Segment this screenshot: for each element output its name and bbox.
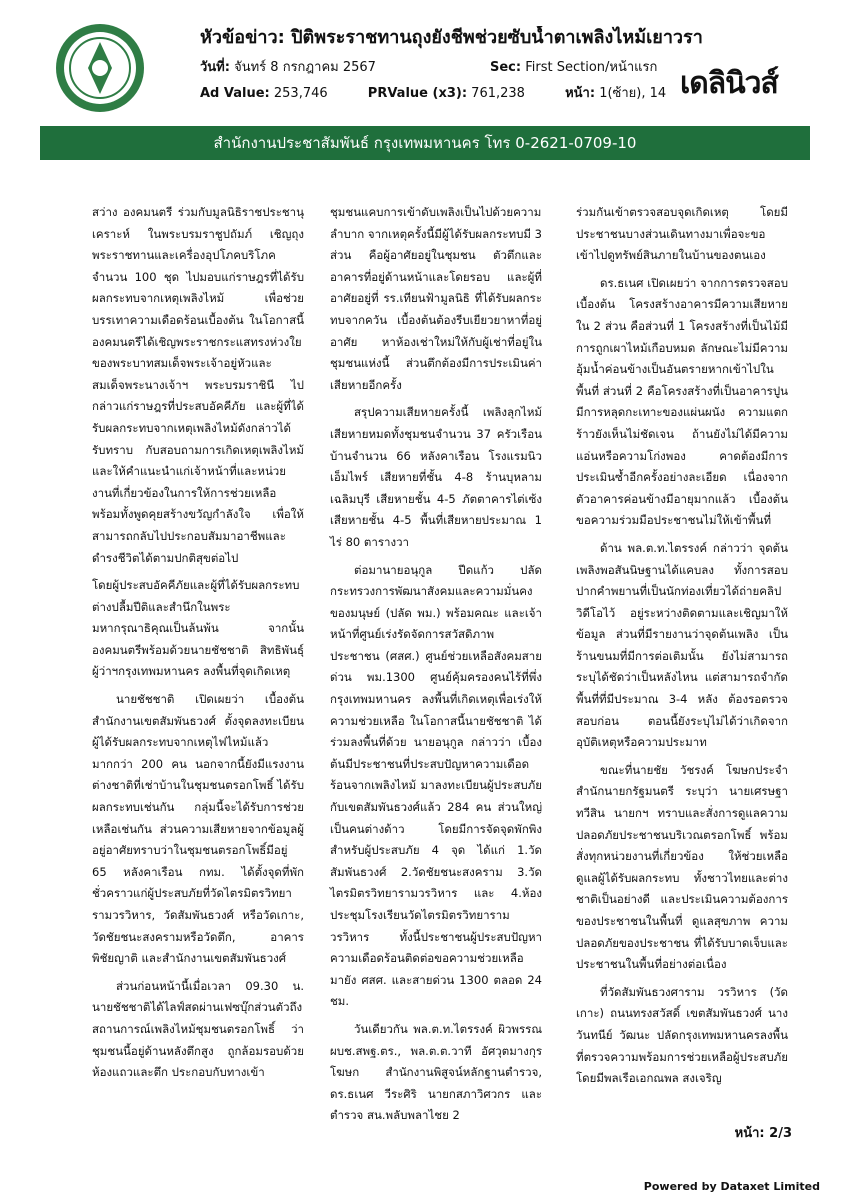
date-label: วันที่: xyxy=(200,60,230,75)
headline xyxy=(200,26,720,50)
article-column-1 xyxy=(92,202,304,1090)
paragraph: ชุมชนแคบการเข้าดับเพลิงเป็นไปด้วยความลำบาก จากเหตุครั้งนี้มีผู้ได้รับผลกระทบมี 3 ส่วน คือผู้อาศัยอยู่ในชุมชน ตัวตึกและอาคารที่อยู่ด้านหน้าและโดยรอบ และผู้ที่อาศัยอยู่ที่ รร.เทียนฟ้ามูลนิธิ ที่ได้รับผลกระทบจากควัน เบื้องต้นต้องรีบเยียวยาหาที่อยู่อาศัย หาห้องเช่าใหม่ให้กับผู้เช่าที่อยู่ในชุมชนแห่งนี้ ส่วนตึกต้องมีการประเมินค่าเสียหายอีกครั้ง xyxy=(330,205,542,392)
document-header xyxy=(40,16,810,124)
section-info xyxy=(490,58,657,78)
paragraph: นายชัชชาติ เปิดเผยว่า เบื้องต้นสำนักงานเขตสัมพันธวงศ์ ตั้งจุดลงทะเบียนผู้ได้รับผลกระทบจากเหตุไฟไหม้แล้วมากกว่า 200 คน นอกจากนี้ยังมีแรงงานต่างชาติที่เช่าบ้านในชุมชนตรอกโพธิ์ ได้รับผลกระทบเช่นกัน กลุ่มนี้จะได้รับการช่วยเหลือเช่นกัน ส่วนความเสียหายจากข้อมูลผู้อยู่อาศัยทราบว่าในชุมชนตรอกโพธิ์มีอยู่ 65 หลังคาเรือน กทม. ได้ตั้งจุดที่พักชั่วคราวแก่ผู้ประสบภัยที่วัดไตรมิตรวิทยารามวรวิหาร, วัดสัมพันธวงศ์ หรือวัดเกาะ, วัดชัยชนะสงครามหรือวัดตึก, อาคารพิชัยญาติ และสำนักงานเขตสัมพันธวงศ์ xyxy=(92,692,304,966)
paragraph: สรุปความเสียหายครั้งนี้ เพลิงลุกไหม้เสียหายหมดทั้งชุมชนจำนวน 37 ครัวเรือน บ้านจำนวน 66 หลังคาเรือน โรงแรมนิวเอ็มไพร์ เสียหายที่ชั้น 4-8 ร้านบุหลามเฉลิมบุรี เสียหายชั้น 4-5 ภัตตาคารไต่เซ้งเสียหายชั้น 4-5 พื้นที่เสียหายประมาณ 1 ไร่ 80 ตารางวา xyxy=(330,405,542,549)
date-value: จันทร์ 8 กรกฎาคม 2567 xyxy=(234,60,376,75)
paragraph: ด้าน พล.ต.ท.ไตรรงค์ กล่าวว่า จุดต้นเพลิงพอสันนิษฐานได้แคบลง ทั้งการสอบปากคำพยานที่เป็นนักท่องเที่ยวได้ถ่ายคลิปวิดีโอไว้ อยู่ระหว่างติดตามและเชิญมาให้ข้อมูล ส่วนที่มีรายงานว่าจุดต้นเพลิง เป็นร้านขนมที่มีการต่อเติมนั้น ยังไม่สามารถระบุได้ชัดว่าเป็นหลังไหน แต่สามารถจำกัดพื้นที่ที่มีประมาณ 3-4 หลัง ต้องรอตรวจสอบก่อน ตอนนี้ยังระบุไม่ได้ว่าเกิดจากอุบัติเหตุหรือความประมาท xyxy=(576,540,788,750)
page-counter: หน้า: 2/3 xyxy=(734,1126,792,1141)
paragraph: ขณะที่นายชัย วัชรงค์ โฆษกประจำสำนักนายกรัฐมนตรี ระบุว่า นายเศรษฐา ทวีสิน นายกฯ ทราบและสั่งการดูแลความปลอดภัยประชาชนบริเวณตรอกโพธิ์ พร้อมสั่งทุกหน่วยงานที่เกี่ยวข้อง ให้ช่วยเหลือดูแลผู้ได้รับผลกระทบ ทั้งชาวไทยและต่างชาติเป็นอย่างดี และประเมินความต้องการของประชาชนในพื้นที่ ดูแลสุขภาพ ความปลอดภัยของประชาชน ที่ได้รับบาดเจ็บและประชาชนในพื้นที่อย่างต่อเนื่อง xyxy=(576,762,788,972)
paragraph: ร่วมกันเข้าตรวจสอบจุดเกิดเหตุ โดยมีประชาชนบางส่วนเดินทางมาเพื่อจะขอเข้าไปดูทรัพย์สินภายในบ้านของตนเอง xyxy=(576,205,788,263)
value-row xyxy=(200,84,720,104)
paragraph: โดยผู้ประสบอัคคีภัยและผู้ที่ได้รับผลกระทบ ต่างปลื้มปีติและสำนึกในพระมหากรุณาธิคุณเป็นล้นพ้น จากนั้นองคมนตรีพร้อมด้วยนายชัชชาติ สิทธิพันธุ์ ผู้ว่าฯกรุงเทพมหานคร ลงพื้นที่จุดเกิดเหตุ xyxy=(92,578,304,679)
paragraph: ส่วนก่อนหน้านี้เมื่อเวลา 09.30 น. นายชัชชาติได้ไลฟ์สดผ่านเฟซบุ๊กส่วนตัวถึงสถานการณ์เพลิงไหม้ชุมชนตรอกโพธิ์ ว่าชุมชนนี้อยู่ด้านหลังตึกสูง ถูกล้อมรอบด้วยห้องแถวและตึก ประกอบกับทางเข้า xyxy=(92,978,304,1080)
page-value: 1(ซ้าย), 14 xyxy=(599,86,667,101)
office-contact-band: สำนักงานประชาสัมพันธ์ กรุงเทพมหานคร โทร 0-2621-0709-10 xyxy=(40,126,810,160)
bma-seal-icon xyxy=(54,22,146,114)
headline-label: หัวข้อข่าว: xyxy=(200,27,285,48)
paragraph: วันเดียวกัน พล.ต.ท.ไตรรงค์ ผิวพรรณ ผบช.สพฐ.ตร., พล.ต.ต.วาที อัศวุตมางกุร โฆษก สำนักงานพิสูจน์หลักฐานตำรวจ, ดร.ธเนศ วีระศิริ นายกสภาวิศวกร และตำรวจ สน.พลับพลาไชย 2 xyxy=(330,1021,542,1123)
section-label: Sec: xyxy=(490,60,522,75)
paragraph: ต่อมานายอนุกูล ปีดแก้ว ปลัดกระทรวงการพัฒนาสังคมและความมั่นคงของมนุษย์ (ปลัด พม.) พร้อมคณะ และเจ้าหน้าที่ศูนย์เร่งรัดจัดการสวัสดิภาพประชาชน (ศสศ.) ศูนย์ช่วยเหลือสังคมสายด่วน พม.1300 ศูนย์คุ้มครองคนไร้ที่พึ่งกรุงเทพมหานคร ลงพื้นที่เกิดเหตุเพื่อเร่งให้ความช่วยเหลือ ในโอกาสนี้นายชัชชาติ ได้ร่วมลงพื้นที่ด้วย นายอนุกูล กล่าวว่า เบื้องต้นมีประชาชนที่ประสบปัญหาความเดือดร้อนจากเพลิงไหม้ มาลงทะเบียนผู้ประสบภัยกับเขตสัมพันธวงศ์แล้ว 284 คน ส่วนใหญ่เป็นคนต่างด้าว โดยมีการจัดจุดพักพิงสำหรับผู้ประสบภัย 4 จุด ได้แก่ 1.วัดสัมพันธวงศ์ 2.วัดชัยชนะสงคราม 3.วัดไตรมิตรวิทยารามวรวิหาร และ 4.ห้องประชุมโรงเรียนวัดไตรมิตรวิทยารามวรวิหาร ทั้งนี้ประชาชนผู้ประสบปัญหาความเดือดร้อนติดต่อขอความช่วยเหลือมายัง ศสศ. และสายด่วน 1300 ตลอด 24 ชม. xyxy=(330,562,542,1009)
date-row xyxy=(200,58,720,78)
article-column-2 xyxy=(330,202,542,1133)
publication-brand: เดลินิวส์ xyxy=(680,66,778,101)
header-text-block xyxy=(200,26,720,104)
paragraph: สว่าง องคมนตรี ร่วมกับมูลนิธิราชประชานุเคราะห์ ในพระบรมราชูปถัมภ์ เชิญถุงพระราชทานและเครื่องอุปโภคบริโภค จำนวน 100 ชุด ไปมอบแก่ราษฎรที่ได้รับผลกระทบจากเหตุเพลิงไหม้ เพื่อช่วยบรรเทาความเดือดร้อนเบื้องต้น ในโอกาสนี้องคมนตรีได้เชิญพระราชกระแสทรงห่วงใยของพระบาทสมเด็จพระเจ้าอยู่หัวและสมเด็จพระนางเจ้าฯ พระบรมราชินี ไปกล่าวแก่ราษฎรที่ประสบอัคคีภัย และผู้ที่ได้รับผลกระทบจากเหตุเพลิงไหม้ดังกล่าวได้รับทราบ กับสอบถามการเกิดเหตุเพลิงไหม้ และให้คำแนะนำแก่เจ้าหน้าที่และหน่วยงานที่เกี่ยวข้องในการให้การช่วยเหลือ พร้อมทั้งพูดคุยสร้างขวัญกำลังใจ เพื่อให้สามารถกลับไปประกอบสัมมาอาชีพและดำรงชีวิตได้ตามปกติสุขต่อไป xyxy=(92,205,304,565)
pr-value-label: PRValue (x3): xyxy=(367,86,468,101)
page-label: หน้า: xyxy=(565,86,596,101)
headline-text: ปิติพระราชทานถุงยังชีพช่วยซับน้ำตาเพลิงไหม้เยาวรา xyxy=(291,27,703,48)
paragraph: ที่วัดสัมพันธวงศาราม วรวิหาร (วัดเกาะ) ถนนทรงสวัสดิ์ เขตสัมพันธวงศ์ นางวันทนีย์ วัฒนะ ปลัดกรุงเทพมหานครลงพื้นที่ตรวจความพร้อมการช่วยเหลือผู้ประสบภัย โดยมีพลเรือเอกณพล สงเจริญ xyxy=(576,984,788,1086)
pr-value: 761,238 xyxy=(471,86,525,101)
paragraph: ดร.ธเนศ เปิดเผยว่า จากการตรวจสอบเบื้องต้น โครงสร้างอาคารมีความเสียหายใน 2 ส่วน คือส่วนที่ 1 โครงสร้างที่เป็นไม้มีการถูกเผาไหม้เกือบหมด ลักษณะไม่มีความอุ้มน้ำค่อนข้างเป็นอันตรายหากเข้าไปในพื้นที่ ส่วนที่ 2 คือโครงสร้างที่เป็นอาคารปูน มีการหลุดกะเทาะของแผ่นผนัง ความแตกร้าวยังเห็นไม่ชัดเจน ถ้านยังไม่ได้มีความแอ่นหรือความโก่งพอง คาดต้องมีการประเมินซ้ำอีกครั้งอย่างละเอียด เนื่องจากตัวอาคารค่อนข้างมีอายุมากแล้ว เบื้องต้นขอความร่วมมือประชาชนไม่ให้เข้าพื้นที่ xyxy=(576,275,788,528)
section-value: First Section/หน้าแรก xyxy=(525,60,658,75)
article-column-3 xyxy=(576,202,788,1096)
ad-value: 253,746 xyxy=(273,86,328,101)
powered-by-footer: Powered by Dataxet Limited xyxy=(643,1180,820,1193)
ad-value-label: Ad Value: xyxy=(200,86,270,101)
